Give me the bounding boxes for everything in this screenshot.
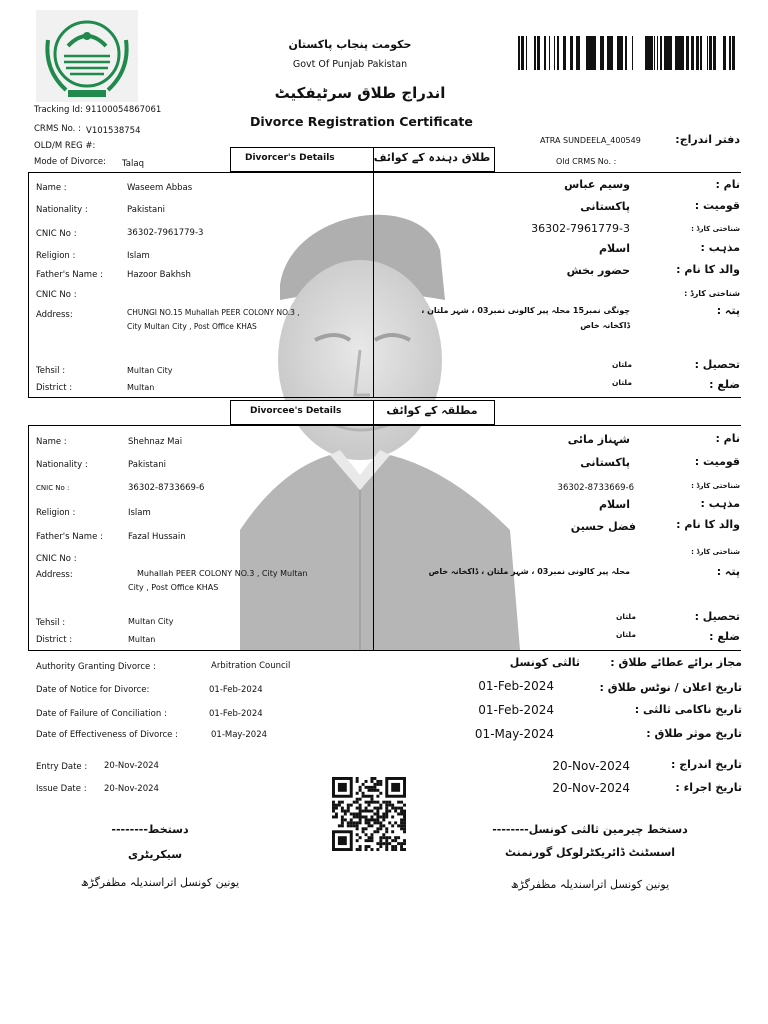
divorcer-district-label-urdu: ضلع : bbox=[709, 378, 740, 391]
notice-date-label-urdu: تاریخ اعلان / نوٹس طلاق : bbox=[599, 681, 742, 694]
divorcee-religion-value: Islam bbox=[128, 508, 151, 518]
divorcee-father-value-urdu: فضل حسین bbox=[570, 520, 636, 533]
divorcer-nationality-label: Nationality : bbox=[36, 205, 88, 215]
divorcer-cnic-label: CNIC No : bbox=[36, 229, 77, 239]
govt-title-urdu: حکومت پنجاب پاکستان bbox=[288, 38, 412, 51]
divorcer-tehsil-label-urdu: تحصیل : bbox=[694, 358, 740, 371]
divorcer-religion-value: Islam bbox=[127, 251, 150, 261]
old-reg-label: OLD/M REG #: bbox=[34, 141, 96, 151]
divorcer-religion-value-urdu: اسلام bbox=[598, 242, 630, 255]
qr-code-icon bbox=[332, 777, 406, 851]
divorcer-cnic-value: 36302-7961779-3 bbox=[127, 228, 204, 238]
effective-date-value-urdu: 01-May-2024 bbox=[474, 727, 554, 741]
daftar-label: دفتر اندراج: bbox=[675, 133, 740, 146]
divorcee-nationality-value: Pakistani bbox=[128, 460, 166, 470]
divorcer-tehsil-value: Multan City bbox=[127, 366, 173, 375]
divorcee-address-line1: Muhallah PEER COLONY NO.3 , City Multan bbox=[137, 569, 308, 578]
divorcee-father-value: Fazal Hussain bbox=[128, 532, 186, 542]
divorcee-name-value-urdu: شہناز مائی bbox=[567, 433, 630, 446]
chairman-signature-line: دستخط چیرمین ثالثی کونسل-------- bbox=[492, 823, 688, 836]
divorcee-tehsil-value: Multan City bbox=[128, 617, 174, 626]
notice-date-value: 01-Feb-2024 bbox=[209, 685, 263, 695]
daftar-value: ATRA SUNDEELA_400549 bbox=[540, 136, 641, 145]
divorcee-tehsil-label-urdu: تحصیل : bbox=[694, 610, 740, 623]
chairman-title: اسسٹنٹ ڈائریکٹرلوکل گورنمنٹ bbox=[504, 846, 676, 859]
divorcer-religion-label: Religion : bbox=[36, 251, 76, 261]
effective-date-value: 01-May-2024 bbox=[211, 730, 268, 740]
divorcee-cnic-label: CNIC No : bbox=[36, 484, 70, 492]
issue-date-value-urdu: 20-Nov-2024 bbox=[552, 781, 630, 795]
divorcee-tehsil-label: Tehsil : bbox=[36, 618, 66, 628]
issue-date-label: Issue Date : bbox=[36, 784, 87, 794]
divorcee-nationality-label: Nationality : bbox=[36, 460, 88, 470]
divorcee-name-value: Shehnaz Mai bbox=[128, 437, 183, 447]
divorcee-address-label-urdu: پتہ : bbox=[716, 565, 740, 578]
divorcer-cnic-label-urdu: شناختی کارڈ : bbox=[691, 225, 740, 233]
mode-of-divorce-label: Mode of Divorce: bbox=[34, 157, 106, 167]
divorcer-nationality-value: Pakistani bbox=[127, 205, 165, 215]
divorcer-header-english: Divorcer's Details bbox=[245, 153, 335, 163]
divorcee-cnic-value-urdu: 36302-8733669-6 bbox=[557, 483, 634, 493]
divorcee-name-label-urdu: نام : bbox=[715, 432, 740, 445]
divorcee-address-value-urdu: محلہ پیر کالونی نمبر03 ، شہر ملتان ، ڈاکخانہ خاص bbox=[428, 567, 630, 576]
divorcer-header-urdu: طلاق دہندہ کے کوائف bbox=[373, 151, 491, 164]
divorcer-address-value-urdu-line1: چونگی نمبر15 محلہ پیر کالونی نمبر03 ، شہر ملتان ، bbox=[421, 306, 630, 315]
divorcer-father-cnic-label-urdu: شناختی کارڈ : bbox=[684, 289, 740, 298]
divorcee-district-label: District : bbox=[36, 635, 73, 645]
divorcer-address-label: Address: bbox=[36, 310, 73, 320]
divorcer-father-cnic-label: CNIC No : bbox=[36, 290, 77, 300]
crms-label: CRMS No. : bbox=[34, 124, 81, 134]
crms-value: V101538754 bbox=[86, 126, 141, 136]
entry-date-label: Entry Date : bbox=[36, 762, 88, 772]
divorcer-district-value-urdu: ملتان bbox=[612, 378, 632, 387]
secretary-office: یونین کونسل اتراسندیلہ مظفرگڑھ bbox=[80, 876, 240, 889]
divorcer-address-line1: CHUNGI NO.15 Muhallah PEER COLONY NO.3 , bbox=[127, 308, 300, 317]
failure-date-label: Date of Failure of Conciliation : bbox=[36, 709, 167, 719]
divorcer-father-label: Father's Name : bbox=[36, 270, 103, 280]
failure-date-label-urdu: تاریخ ناکامی ثالثی : bbox=[634, 703, 742, 716]
govt-title-english: Govt Of Punjab Pakistan bbox=[292, 59, 408, 70]
secretary-signature-line: دستخط-------- bbox=[111, 823, 189, 836]
mode-of-divorce-value: Talaq bbox=[122, 159, 144, 169]
notice-date-label: Date of Notice for Divorce: bbox=[36, 685, 150, 695]
divorcee-header-urdu: مطلقہ کے کوائف bbox=[386, 404, 478, 417]
divorcee-district-label-urdu: ضلع : bbox=[709, 630, 740, 643]
issue-date-label-urdu: تاریخ اجراء : bbox=[675, 781, 742, 794]
divorcer-address-line2: City Multan City , Post Office KHAS bbox=[127, 322, 257, 331]
divorcee-father-cnic-label-urdu: شناختی کارڈ : bbox=[691, 548, 740, 556]
entry-date-label-urdu: تاریخ اندراج : bbox=[671, 758, 742, 771]
divorcee-father-cnic-label: CNIC No : bbox=[36, 554, 77, 564]
divorcee-father-label-urdu: والد کا نام : bbox=[676, 518, 740, 531]
divorcer-name-value: Waseem Abbas bbox=[127, 183, 193, 193]
divorcer-address-value-urdu-line2: ڈاکخانہ خاص bbox=[580, 321, 630, 330]
divorcer-father-value: Hazoor Bakhsh bbox=[127, 270, 191, 280]
divorcee-nationality-value-urdu: پاکستانی bbox=[580, 456, 630, 469]
divorcee-district-value: Multan bbox=[128, 635, 156, 644]
divorcee-header-english: Divorcee's Details bbox=[250, 406, 342, 416]
authority-label: Authority Granting Divorce : bbox=[36, 662, 156, 672]
divorcee-tehsil-value-urdu: ملتان bbox=[616, 612, 636, 621]
barcode-icon bbox=[518, 36, 738, 70]
notice-date-value-urdu: 01-Feb-2024 bbox=[478, 679, 554, 693]
authority-label-urdu: مجاز برائے عطائے طلاق : bbox=[610, 656, 742, 669]
authority-value-urdu: ثالثی کونسل bbox=[509, 656, 580, 669]
issue-date-value: 20-Nov-2024 bbox=[104, 784, 159, 794]
divorcer-nationality-value-urdu: پاکستانی bbox=[580, 200, 630, 213]
divorcee-cnic-value: 36302-8733669-6 bbox=[128, 483, 205, 493]
failure-date-value-urdu: 01-Feb-2024 bbox=[478, 703, 554, 717]
divorcee-religion-value-urdu: اسلام bbox=[598, 498, 630, 511]
divorcee-cnic-label-urdu: شناختی کارڈ : bbox=[691, 482, 740, 490]
divorcer-tehsil-value-urdu: ملتان bbox=[612, 360, 632, 369]
divorcee-nationality-label-urdu: قومیت : bbox=[694, 455, 740, 468]
divorcee-name-label: Name : bbox=[36, 437, 67, 447]
divorcer-name-value-urdu: وسیم عباس bbox=[564, 178, 630, 191]
divorcer-religion-label-urdu: مذہب : bbox=[700, 241, 740, 254]
effective-date-label: Date of Effectiveness of Divorce : bbox=[36, 730, 178, 740]
entry-date-value-urdu: 20-Nov-2024 bbox=[552, 759, 630, 773]
punjab-govt-emblem-icon bbox=[36, 10, 138, 102]
divorcer-cnic-value-urdu: 36302-7961779-3 bbox=[531, 222, 630, 235]
divorcee-religion-label-urdu: مذہب : bbox=[700, 497, 740, 510]
divorcer-address-label-urdu: پتہ : bbox=[716, 304, 740, 317]
divorcer-nationality-label-urdu: قومیت : bbox=[694, 199, 740, 212]
divorcer-district-value: Multan bbox=[127, 383, 155, 392]
tracking-id: Tracking Id: 91100054867061 bbox=[34, 105, 162, 115]
divorcer-father-label-urdu: والد کا نام : bbox=[676, 263, 740, 276]
divorcer-district-label: District : bbox=[36, 383, 73, 393]
certificate-title-urdu: اندراج طلاق سرٹیفکیٹ bbox=[274, 84, 446, 102]
effective-date-label-urdu: تاریخ موثر طلاق : bbox=[646, 727, 742, 740]
divorcee-father-label: Father's Name : bbox=[36, 532, 103, 542]
certificate-title-english: Divorce Registration Certificate bbox=[250, 114, 473, 129]
divorcer-name-label: Name : bbox=[36, 183, 67, 193]
secretary-title: سیکریٹری bbox=[127, 848, 183, 861]
divorcee-district-value-urdu: ملتان bbox=[616, 630, 636, 639]
divorcee-address-line2: City , Post Office KHAS bbox=[128, 583, 219, 592]
divorcee-address-label: Address: bbox=[36, 570, 73, 580]
divorcer-name-label-urdu: نام : bbox=[715, 178, 740, 191]
divorcer-father-value-urdu: حضور بخش bbox=[566, 264, 630, 277]
failure-date-value: 01-Feb-2024 bbox=[209, 709, 263, 719]
chairman-office: یونین کونسل اتراسندیلہ مظفرگڑھ bbox=[510, 878, 670, 891]
authority-value: Arbitration Council bbox=[211, 661, 291, 671]
divorcee-religion-label: Religion : bbox=[36, 508, 76, 518]
divorcer-tehsil-label: Tehsil : bbox=[36, 366, 66, 376]
entry-date-value: 20-Nov-2024 bbox=[104, 761, 159, 771]
old-crms-label: Old CRMS No. : bbox=[556, 157, 617, 166]
